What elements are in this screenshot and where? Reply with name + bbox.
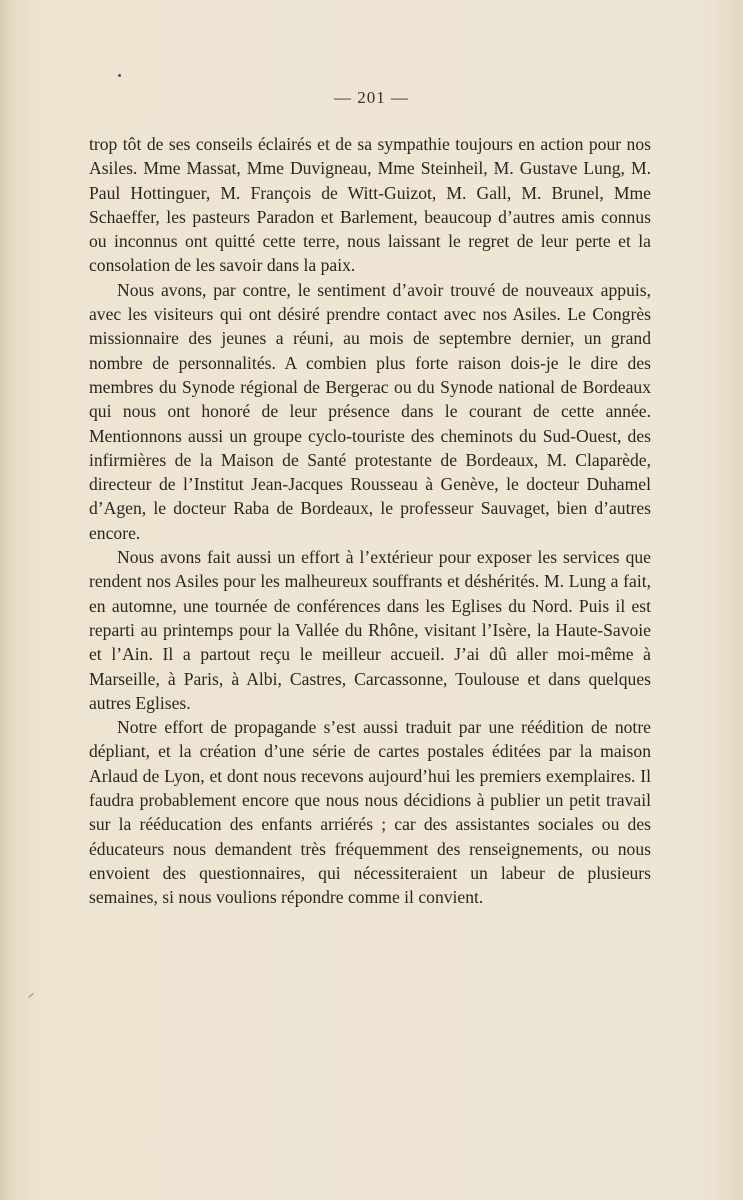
ink-speck [118,74,121,77]
paragraph-1: trop tôt de ses conseils éclairés et de sa sympathie toujours en action pour nos Asiles. Mme Massat, Mme Duvigneau, Mme Steinheil, M. Gustave Lung, M. Paul Hottinguer, M. François de Witt-Guizot, M. Gall, M. Brunel, Mme Schaeffer, les pasteurs Paradon et Barlement, beaucoup d’autres amis connus ou inconnus ont quitté cette terre, nous laissant le regret de leur perte et la consolation de les savoir dans la paix. [89,134,651,276]
page-number: — 201 — [334,88,409,107]
margin-mark [28,993,33,998]
paragraph-4: Notre effort de propagande s’est aussi traduit par une réédition de notre dépliant, et la création d’une série de cartes postales éditées par la maison Arlaud de Lyon, et dont nous recevons aujourd’hui les premiers exemplaires. Il faudra probablement encore que nous nous décidions à publier un petit travail sur la rééducation des enfants arriérés ; car des assistantes sociales ou des éducateurs nous demandent très fréquemment des renseignements, ou nous envoient des questionnaires, qui nécessiteraient un labeur de plusieurs semaines, si nous voulions répondre comme il convient. [89,717,651,908]
paragraph-3: Nous avons fait aussi un effort à l’extérieur pour exposer les services que rendent nos Asiles pour les malheureux souffrants et déshérités. M. Lung a fait, en automne, une tournée de conférences dans les Eglises du Nord. Puis il est reparti au printemps pour la Vallée du Rhône, visitant l’Isère, la Haute-Savoie et l’Ain. Il a partout reçu le meilleur accueil. J’ai dû aller moi-même à Marseille, à Paris, à Albi, Castres, Carcassonne, Toulouse et dans quelques autres Eglises. [89,547,651,713]
paragraph-2: Nous avons, par contre, le sentiment d’avoir trouvé de nouveaux appuis, avec les visiteurs qui ont désiré prendre contact avec nos Asiles. Le Congrès missionnaire des jeunes a réuni, au mois de septembre dernier, un grand nombre de personnalités. A combien plus forte raison dois-je le dire des membres du Synode régional de Bergerac ou du Synode national de Bordeaux qui nous ont honoré de leur présence dans le courant de cette année. Mentionnons aussi un groupe cyclo-touriste des cheminots du Sud-Ouest, des infirmières de la Maison de Santé protestante de Bordeaux, M. Claparède, directeur de l’Institut Jean-Jacques Rousseau à Genève, le docteur Duhamel d’Agen, le docteur Raba de Bordeaux, le professeur Sauvaget, bien d’autres encore. [89,279,651,543]
body-text [89,132,651,910]
